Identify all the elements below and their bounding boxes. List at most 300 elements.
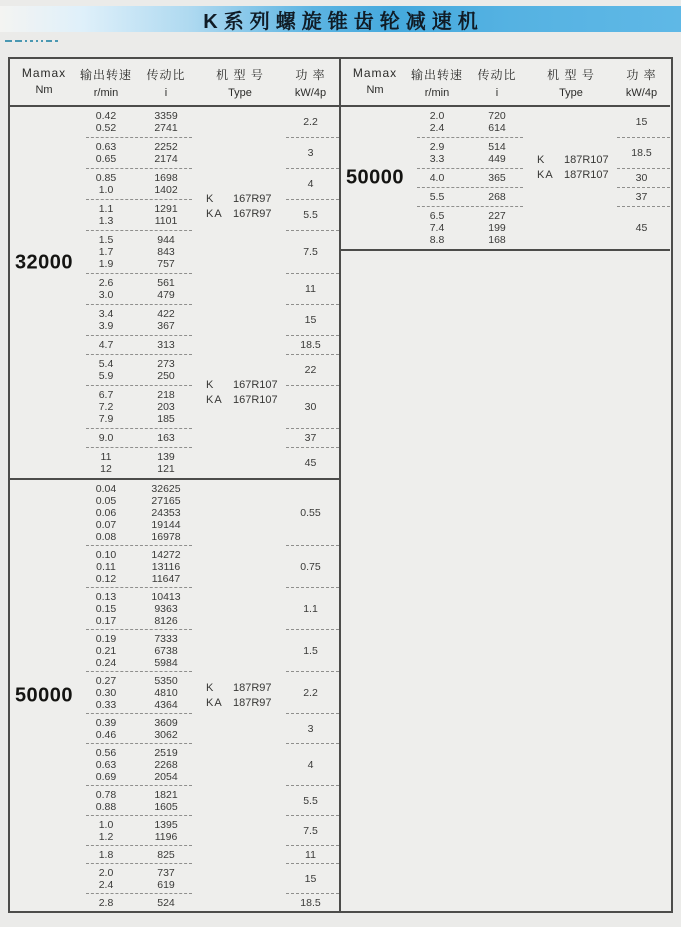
ratio-value: 199: [488, 222, 506, 234]
ratio-value: 250: [157, 370, 175, 382]
table-row-group: [10, 786, 339, 815]
ratio-value: 614: [488, 122, 506, 134]
speed-value: 0.69: [95, 770, 117, 783]
speed-cell: [78, 789, 134, 813]
ratio-value: 737: [157, 866, 175, 879]
speed-value: 0.11: [96, 560, 116, 573]
speed-cell: [78, 819, 134, 843]
separator-dash-right: [286, 743, 339, 744]
separator-dash-right: [286, 545, 339, 546]
ratio-value: 11647: [151, 572, 181, 585]
separator-dash-left: [86, 893, 192, 894]
ratio-value: 2054: [154, 770, 178, 783]
speed-value: 1.7: [98, 246, 114, 258]
speed-value: 0.13: [95, 590, 117, 603]
ratio-value: 10413: [151, 590, 181, 603]
power-cell: [282, 507, 339, 519]
separator-dash-right: [286, 137, 339, 138]
ratio-value: 4810: [154, 686, 178, 699]
power-value: 45: [635, 222, 648, 234]
header-cell-col1: [10, 66, 78, 99]
ratio-cell: [134, 675, 198, 711]
power-cell: [282, 147, 339, 159]
type-prefix: K: [206, 378, 215, 391]
power-value: 1.5: [303, 644, 318, 657]
header-cell-col1: [341, 66, 409, 99]
group-separator: [10, 713, 339, 714]
separator-dash-right: [286, 428, 339, 429]
mamax-value: 32000: [14, 251, 74, 274]
speed-value: 0.63: [95, 141, 117, 153]
table-row-group: [10, 448, 339, 478]
table-header-row: [341, 59, 670, 107]
header-cell-col5: [613, 66, 670, 99]
speed-cell: [78, 633, 134, 669]
ratio-cell: [134, 483, 198, 543]
header-sublabel: Nm: [35, 84, 53, 96]
speed-value: 0.17: [95, 614, 117, 627]
power-cell: [613, 147, 670, 159]
ratio-cell: [134, 203, 198, 227]
speed-value: 4.0: [429, 172, 445, 184]
group-separator: [10, 815, 339, 816]
table-row-group: [10, 816, 339, 845]
power-value: 18.5: [631, 147, 652, 159]
table-row-group: [341, 188, 670, 206]
separator-dash-left: [86, 629, 192, 630]
separator-dash-right: [286, 385, 339, 386]
mamax-value: 50000: [14, 684, 74, 706]
separator-dash-left: [86, 545, 192, 546]
power-cell: [613, 116, 670, 128]
speed-value: 2.0: [429, 110, 445, 122]
table-section: [10, 107, 339, 478]
speed-cell: [78, 591, 134, 627]
page-title: K系列螺旋锥齿轮减速机: [203, 10, 484, 33]
ratio-cell: [134, 747, 198, 783]
group-separator: [10, 230, 339, 231]
table-row-group: [10, 355, 339, 385]
table-row-group: [10, 200, 339, 230]
group-separator: [341, 137, 670, 138]
ratio-cell: [134, 308, 198, 332]
ratio-value: 203: [157, 401, 175, 413]
group-separator: [10, 199, 339, 200]
separator-dash-right: [286, 273, 339, 274]
speed-cell: [78, 389, 134, 425]
speed-cell: [409, 210, 465, 246]
power-value: 4: [307, 758, 314, 771]
header-cell-col3: [134, 66, 198, 99]
speed-value: 0.27: [95, 674, 117, 687]
ratio-cell: [134, 549, 198, 585]
ratio-value: 218: [157, 389, 175, 401]
group-separator: [341, 206, 670, 207]
empty-area: [341, 251, 670, 911]
ratio-value: 1395: [154, 818, 178, 831]
speed-value: 3.0: [98, 289, 114, 301]
ratio-value: 2174: [154, 153, 178, 165]
ratio-value: 268: [488, 191, 506, 203]
type-label-line: [537, 168, 609, 183]
speed-value: 9.0: [98, 432, 114, 444]
ratio-value: 944: [157, 234, 175, 246]
speed-value: 5.5: [429, 191, 445, 203]
ratio-cell: [134, 591, 198, 627]
speed-value: 0.08: [95, 530, 117, 543]
ratio-value: 5350: [154, 674, 178, 687]
power-value: 7.5: [303, 824, 318, 837]
separator-dash-right: [286, 671, 339, 672]
speed-value: 6.5: [429, 210, 445, 222]
group-separator: [10, 354, 339, 355]
ratio-value: 365: [488, 172, 506, 184]
speed-cell: [78, 451, 134, 475]
ratio-value: 3359: [154, 110, 178, 122]
group-separator: [10, 273, 339, 274]
power-value: 3: [307, 147, 314, 159]
group-separator: [10, 785, 339, 786]
dash: [25, 40, 27, 42]
ratio-cell: [134, 633, 198, 669]
type-model: 167R97: [233, 193, 272, 206]
header-label: 传动比: [477, 68, 517, 82]
separator-dash-left: [86, 137, 192, 138]
separator-dash-left: [86, 447, 192, 448]
ratio-value: 27165: [151, 494, 181, 507]
type-label-line: [537, 153, 609, 168]
speed-value: 7.4: [429, 222, 445, 234]
speed-value: 1.2: [98, 830, 114, 843]
group-separator: [10, 893, 339, 894]
ratio-cell: [134, 867, 198, 891]
speed-value: 7.9: [98, 413, 114, 425]
speed-value: 0.39: [95, 716, 117, 729]
type-label-line: [206, 696, 272, 711]
speed-value: 0.24: [95, 656, 117, 669]
ratio-value: 524: [157, 896, 175, 909]
spec-table: [8, 57, 673, 913]
type-prefix: K: [206, 193, 215, 206]
speed-value: 1.0: [98, 818, 114, 831]
speed-cell: [78, 358, 134, 382]
speed-cell: [78, 747, 134, 783]
ratio-value: 3609: [154, 716, 178, 729]
ratio-cell: [134, 789, 198, 813]
ratio-value: 13116: [151, 560, 181, 573]
table-header-row: [10, 59, 339, 107]
ratio-value: 1605: [154, 800, 178, 813]
table-row-group: [10, 846, 339, 863]
power-cell: [282, 723, 339, 735]
separator-dash-right: [286, 845, 339, 846]
separator-dash-left: [86, 199, 192, 200]
speed-cell: [78, 483, 134, 543]
separator-dash-left: [417, 187, 523, 188]
ratio-cell: [134, 339, 198, 351]
separator-dash-left: [86, 304, 192, 305]
header-sublabel: kW/4p: [294, 87, 327, 99]
speed-cell: [78, 234, 134, 270]
speed-cell: [78, 203, 134, 227]
group-separator: [10, 447, 339, 448]
table-row-group: [10, 107, 339, 137]
group-separator: [341, 168, 670, 169]
power-cell: [282, 603, 339, 615]
header-sublabel: Type: [228, 87, 252, 99]
type-label-line: [206, 393, 278, 408]
power-value: 18.5: [300, 896, 321, 909]
type-model: 187R107: [564, 154, 609, 167]
speed-value: 0.52: [95, 122, 117, 134]
ratio-value: 2252: [154, 141, 178, 153]
type-prefix: K: [206, 681, 215, 694]
group-separator: [10, 168, 339, 169]
speed-value: 2.4: [98, 878, 114, 891]
speed-value: 0.21: [95, 644, 117, 657]
separator-dash-left: [86, 385, 192, 386]
speed-cell: [78, 308, 134, 332]
power-cell: [613, 172, 670, 184]
power-cell: [282, 897, 339, 909]
ratio-value: 619: [157, 878, 175, 891]
speed-value: 0.15: [95, 602, 117, 615]
type-label: [206, 681, 272, 711]
ratio-cell: [465, 210, 529, 246]
table-row-group: [10, 546, 339, 587]
ratio-value: 1402: [154, 184, 178, 196]
type-model: 167R97: [233, 208, 272, 221]
speed-value: 1.5: [98, 234, 114, 246]
separator-dash-left: [86, 587, 192, 588]
speed-value: 0.33: [95, 698, 117, 711]
ratio-value: 313: [157, 339, 175, 351]
type-model: 167R107: [233, 378, 278, 391]
power-value: 22: [304, 364, 317, 376]
power-value: 15: [304, 314, 317, 326]
ratio-value: 24353: [151, 506, 181, 519]
speed-value: 3.3: [429, 153, 445, 165]
speed-value: 1.1: [98, 203, 114, 215]
table-row-group: [341, 207, 670, 249]
separator-dash-right: [617, 187, 670, 188]
ratio-cell: [134, 451, 198, 475]
header-label: 功 率: [295, 68, 326, 82]
spec-table-pane-left: [10, 59, 341, 911]
group-separator: [10, 863, 339, 864]
separator-dash-right: [286, 304, 339, 305]
ratio-cell: [134, 432, 198, 444]
table-section: [341, 107, 670, 249]
speed-value: 3.4: [98, 308, 114, 320]
ratio-cell: [134, 849, 198, 861]
ratio-value: 273: [157, 358, 175, 370]
power-value: 0.55: [300, 506, 321, 519]
power-cell: [282, 364, 339, 376]
separator-dash-right: [617, 168, 670, 169]
speed-cell: [78, 717, 134, 741]
separator-dash-right: [286, 815, 339, 816]
separator-dash-right: [286, 785, 339, 786]
separator-dash-left: [86, 671, 192, 672]
ratio-value: 1291: [154, 203, 178, 215]
ratio-value: 1101: [154, 215, 178, 227]
speed-value: 0.19: [95, 632, 117, 645]
separator-dash-left: [86, 743, 192, 744]
type-label-line: [206, 207, 272, 222]
speed-value: 0.46: [95, 728, 117, 741]
ratio-value: 561: [157, 277, 175, 289]
separator-dash-right: [286, 587, 339, 588]
type-model: 167R107: [233, 393, 278, 406]
table-row-group: [10, 305, 339, 335]
ratio-cell: [134, 110, 198, 134]
speed-cell: [78, 867, 134, 891]
power-cell: [282, 401, 339, 413]
speed-value: 0.78: [95, 788, 117, 801]
ratio-value: 14272: [151, 548, 181, 561]
ratio-cell: [134, 819, 198, 843]
power-value: 15: [304, 872, 317, 885]
type-label: [206, 192, 272, 222]
speed-value: 5.4: [98, 358, 114, 370]
ratio-value: 121: [157, 463, 175, 475]
table-row-group: [10, 588, 339, 629]
table-row-group: [10, 744, 339, 785]
power-value: 2.2: [303, 116, 318, 128]
separator-dash-left: [86, 335, 192, 336]
ratio-value: 2741: [154, 122, 178, 134]
speed-value: 2.9: [429, 141, 445, 153]
speed-cell: [78, 141, 134, 165]
speed-value: 0.30: [95, 686, 117, 699]
speed-cell: [78, 675, 134, 711]
separator-dash-left: [86, 230, 192, 231]
power-cell: [613, 222, 670, 234]
table-row-group: [341, 138, 670, 168]
table-row-group: [10, 480, 339, 545]
table-row-group: [10, 336, 339, 354]
ratio-cell: [134, 172, 198, 196]
ratio-value: 8126: [154, 614, 178, 627]
ratio-value: 2268: [154, 758, 178, 771]
speed-cell: [409, 110, 465, 134]
header-sublabel: r/min: [93, 87, 119, 99]
ratio-value: 479: [157, 289, 175, 301]
type-prefix: KA: [206, 696, 223, 709]
ratio-value: 422: [157, 308, 175, 320]
separator-dash-right: [286, 893, 339, 894]
power-value: 11: [305, 848, 316, 861]
power-cell: [282, 759, 339, 771]
ratio-value: 185: [157, 413, 175, 425]
ratio-cell: [465, 141, 529, 165]
ratio-value: 163: [157, 432, 175, 444]
speed-value: 0.42: [95, 110, 117, 122]
power-value: 11: [305, 283, 316, 295]
ratio-value: 757: [157, 258, 175, 270]
header-label: Mamax: [21, 66, 67, 80]
ratio-value: 367: [157, 320, 175, 332]
type-model: 187R97: [233, 696, 272, 709]
header-sublabel: i: [164, 87, 168, 99]
ratio-cell: [465, 110, 529, 134]
speed-cell: [409, 172, 465, 184]
separator-dash-left: [86, 354, 192, 355]
speed-cell: [409, 191, 465, 203]
separator-dash-right: [286, 199, 339, 200]
power-value: 5.5: [303, 209, 318, 221]
type-prefix: KA: [206, 393, 223, 406]
dash: [30, 40, 33, 42]
header-sublabel: i: [495, 87, 499, 99]
ratio-value: 19144: [151, 518, 181, 531]
header-cell-col2: [409, 66, 465, 99]
separator-dash-right: [286, 713, 339, 714]
power-cell: [282, 209, 339, 221]
ratio-value: 1196: [154, 830, 178, 843]
speed-cell: [78, 897, 134, 909]
speed-cell: [78, 172, 134, 196]
header-cell-col4: [198, 66, 282, 99]
separator-dash-right: [617, 206, 670, 207]
power-value: 30: [635, 172, 648, 184]
speed-cell: [78, 549, 134, 585]
type-prefix: K: [537, 154, 546, 167]
type-prefix: KA: [206, 208, 223, 221]
table-row-group: [10, 169, 339, 199]
ratio-value: 1698: [154, 172, 178, 184]
separator-dash-left: [86, 815, 192, 816]
power-cell: [282, 246, 339, 258]
header-sublabel: r/min: [424, 87, 450, 99]
group-separator: [10, 304, 339, 305]
header-cell-col5: [282, 66, 339, 99]
speed-value: 3.9: [98, 320, 114, 332]
ratio-cell: [465, 172, 529, 184]
separator-dash-right: [286, 230, 339, 231]
speed-value: 0.56: [95, 746, 117, 759]
separator-dash-right: [286, 447, 339, 448]
separator-dash-left: [86, 168, 192, 169]
group-separator: [10, 545, 339, 546]
speed-cell: [78, 110, 134, 134]
header-label: 功 率: [626, 68, 657, 82]
speed-value: 12: [100, 463, 112, 475]
separator-dash-left: [417, 168, 523, 169]
dash: [15, 40, 22, 42]
ratio-cell: [134, 234, 198, 270]
power-cell: [282, 687, 339, 699]
power-cell: [282, 457, 339, 469]
dash: [5, 40, 12, 42]
header-sublabel: Type: [559, 87, 583, 99]
ratio-value: 9363: [154, 602, 178, 615]
speed-value: 0.06: [95, 506, 117, 519]
header-label: Mamax: [352, 66, 398, 80]
group-separator: [10, 845, 339, 846]
power-cell: [282, 178, 339, 190]
separator-dash-left: [86, 863, 192, 864]
ratio-value: 825: [157, 848, 175, 861]
ratio-cell: [134, 141, 198, 165]
speed-value: 2.4: [429, 122, 445, 134]
power-cell: [282, 873, 339, 885]
table-row-group: [10, 714, 339, 743]
ratio-cell: [134, 277, 198, 301]
type-label: [206, 378, 278, 408]
table-row-group: [10, 138, 339, 168]
